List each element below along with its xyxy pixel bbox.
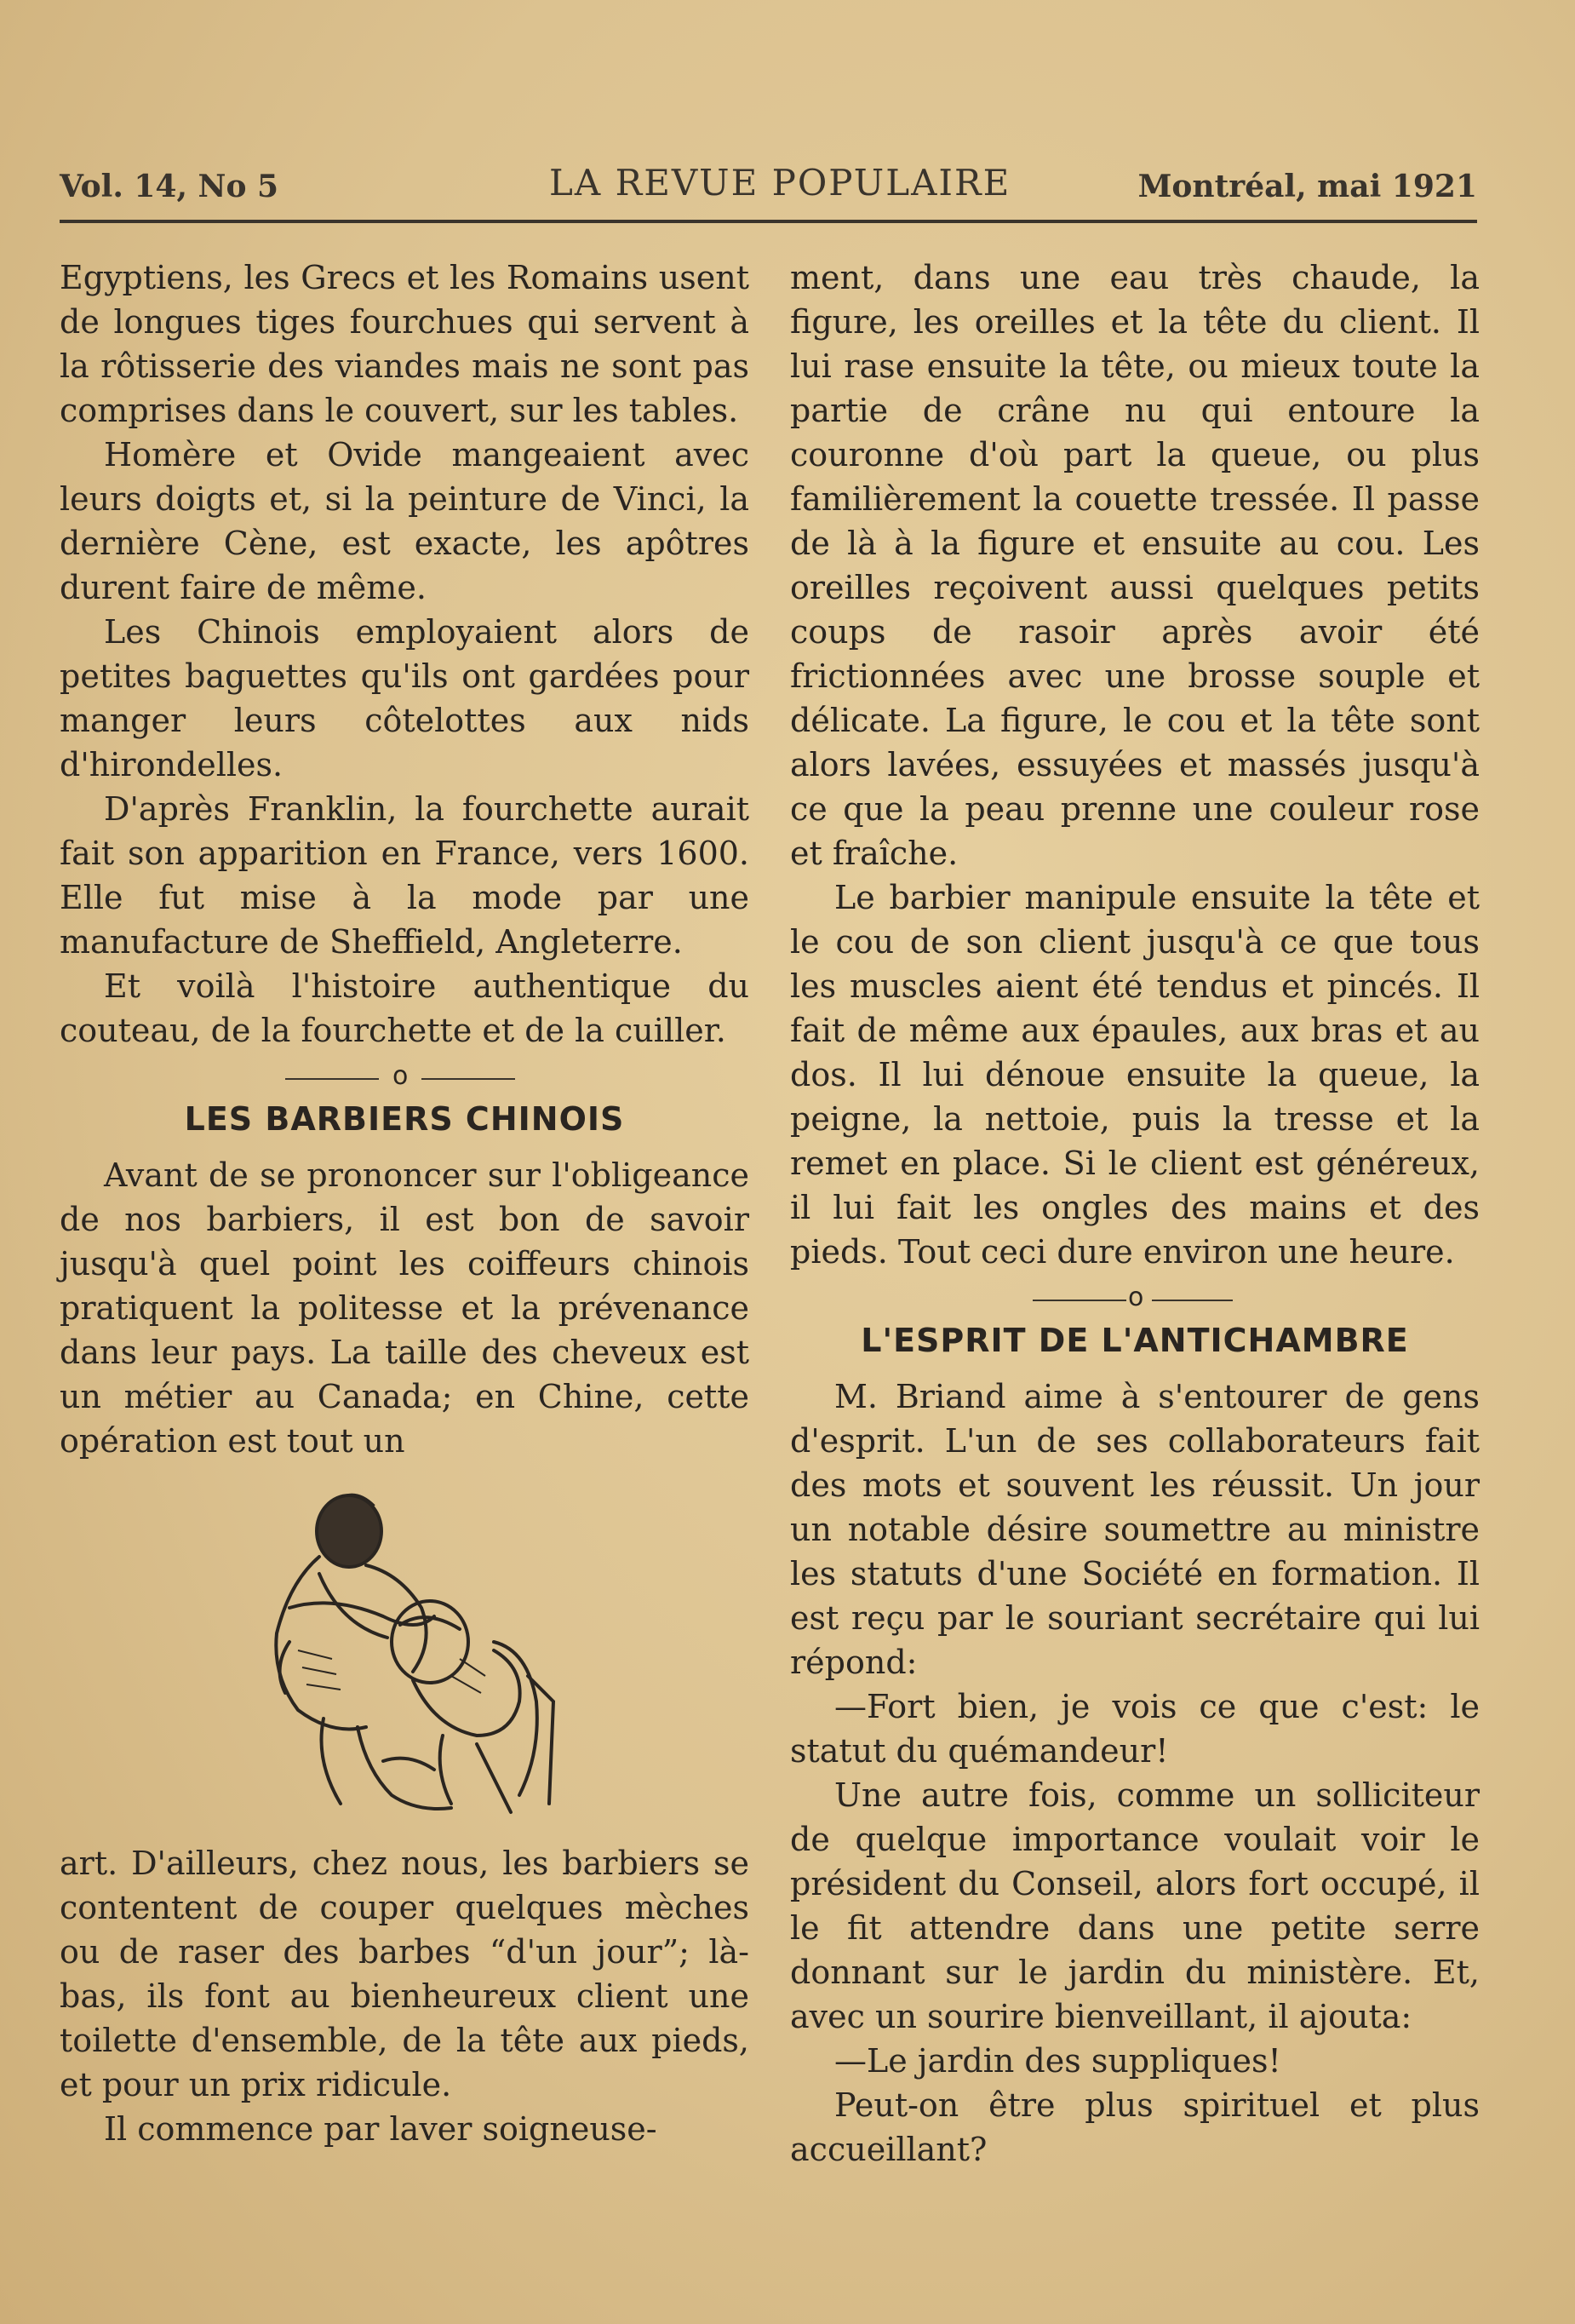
issue-date: Montréal, mai 1921 bbox=[1137, 169, 1477, 204]
paragraph: ment, dans une eau très chaude, la figure, les oreilles et la tête du client. Il lui rase ensuite la tête, ou mieux toute la partie de crâne nu qui entoure la couronne d'où part la queue, ou plus familièrement la couette tressée. Il passe de là à la figure et ensuite au cou. Les oreilles reçoivent aussi quelques petits coups de rasoir après avoir été frictionnées avec une brosse souple et délicate. La figure, le cou et la tête sont alors lavées, essuyées et massés jusqu'à ce que la peau prenne une couleur rose et fraîche. bbox=[790, 259, 1480, 872]
right-column bbox=[790, 255, 1480, 2172]
left-column bbox=[60, 255, 749, 2151]
divider-mark: o bbox=[392, 1061, 409, 1091]
section-divider bbox=[790, 1283, 1480, 1317]
divider-line bbox=[1033, 1300, 1126, 1301]
volume-number: Vol. 14, No 5 bbox=[60, 169, 279, 204]
paragraph: Une autre fois, comme un solliciteur de quelque importance voulait voir le président du Conseil, alors fort occupé, il le fit attendre dans une petite serre donnant sur le jardin du ministère. Et, avec un sourire bienveillant, il ajouta: bbox=[790, 1776, 1480, 2035]
divider-mark: o bbox=[1128, 1283, 1144, 1312]
header-rule bbox=[60, 220, 1477, 223]
paragraph: Les Chinois employaient alors de petites baguettes qu'ils ont gardées pour manger leurs côtelottes aux nids d'hirondelles. bbox=[60, 613, 749, 783]
paragraph: Homère et Ovide mangeaient avec leurs doigts et, si la peinture de Vinci, la dernière Cène, est exacte, les apôtres durent faire de même. bbox=[60, 436, 749, 606]
paragraph: M. Briand aime à s'entourer de gens d'esprit. L'un de ses collaborateurs fait des mots et souvent les réussit. Un jour un notable désire soumettre au ministre les statuts d'une Société en formation. Il est reçu par le souriant secrétaire qui lui répond: bbox=[790, 1378, 1480, 1681]
paragraph: —Fort bien, je vois ce que c'est: le statut du quémandeur! bbox=[790, 1688, 1480, 1770]
page-header bbox=[60, 162, 1477, 213]
paragraph: Le barbier manipule ensuite la tête et le cou de son client jusqu'à ce que tous les muscles aient été tendus et pincés. Il fait de même aux épaules, aux bras et au dos. Il lui dénoue ensuite la queue, la peigne, la nettoie, puis la tresse et la remet en place. Si le client est généreux, il lui fait les ongles des mains et des pieds. Tout ceci dure environ une heure. bbox=[790, 879, 1480, 1271]
divider-line bbox=[285, 1078, 379, 1080]
paragraph: Il commence par laver soigneuse- bbox=[104, 2110, 657, 2148]
paragraph: D'après Franklin, la fourchette aurait fait son apparition en France, vers 1600. Elle fut mise à la mode par une manufacture de Sheffield, Angleterre. bbox=[60, 790, 749, 961]
publication-title: LA REVUE POPULAIRE bbox=[549, 162, 1011, 204]
divider-line bbox=[1152, 1300, 1233, 1301]
barber-illustration bbox=[238, 1480, 570, 1821]
paragraph: Peut-on être plus spirituel et plus accueillant? bbox=[790, 2086, 1480, 2168]
divider-line bbox=[421, 1078, 515, 1080]
article-heading: L'ESPRIT DE L'ANTICHAMBRE bbox=[861, 1322, 1409, 1359]
paragraph: Egyptiens, les Grecs et les Romains usent de longues tiges fourchues qui servent à la rôtisserie des viandes mais ne sont pas comprises dans le couvert, sur les tables. bbox=[60, 259, 749, 429]
article-heading: LES BARBIERS CHINOIS bbox=[184, 1100, 625, 1138]
paragraph: Et voilà l'histoire authentique du couteau, de la fourchette et de la cuiller. bbox=[60, 967, 749, 1049]
paragraph: art. D'ailleurs, chez nous, les barbiers se contentent de couper quelques mèches ou de raser des barbes “d'un jour”; là-bas, ils font au bienheureux client une toilette d'ensemble, de la tête aux pieds, et pour un prix ridicule. bbox=[60, 1845, 749, 2103]
paragraph: —Le jardin des suppliques! bbox=[834, 2042, 1281, 2080]
paragraph: Avant de se prononcer sur l'obligeance de nos barbiers, il est bon de savoir jusqu'à quel point les coiffeurs chinois pratiquent la politesse et la prévenance dans leur pays. La taille des cheveux est un métier au Canada; en Chine, cette opération est tout un bbox=[60, 1156, 749, 1460]
section-divider bbox=[60, 1061, 749, 1095]
